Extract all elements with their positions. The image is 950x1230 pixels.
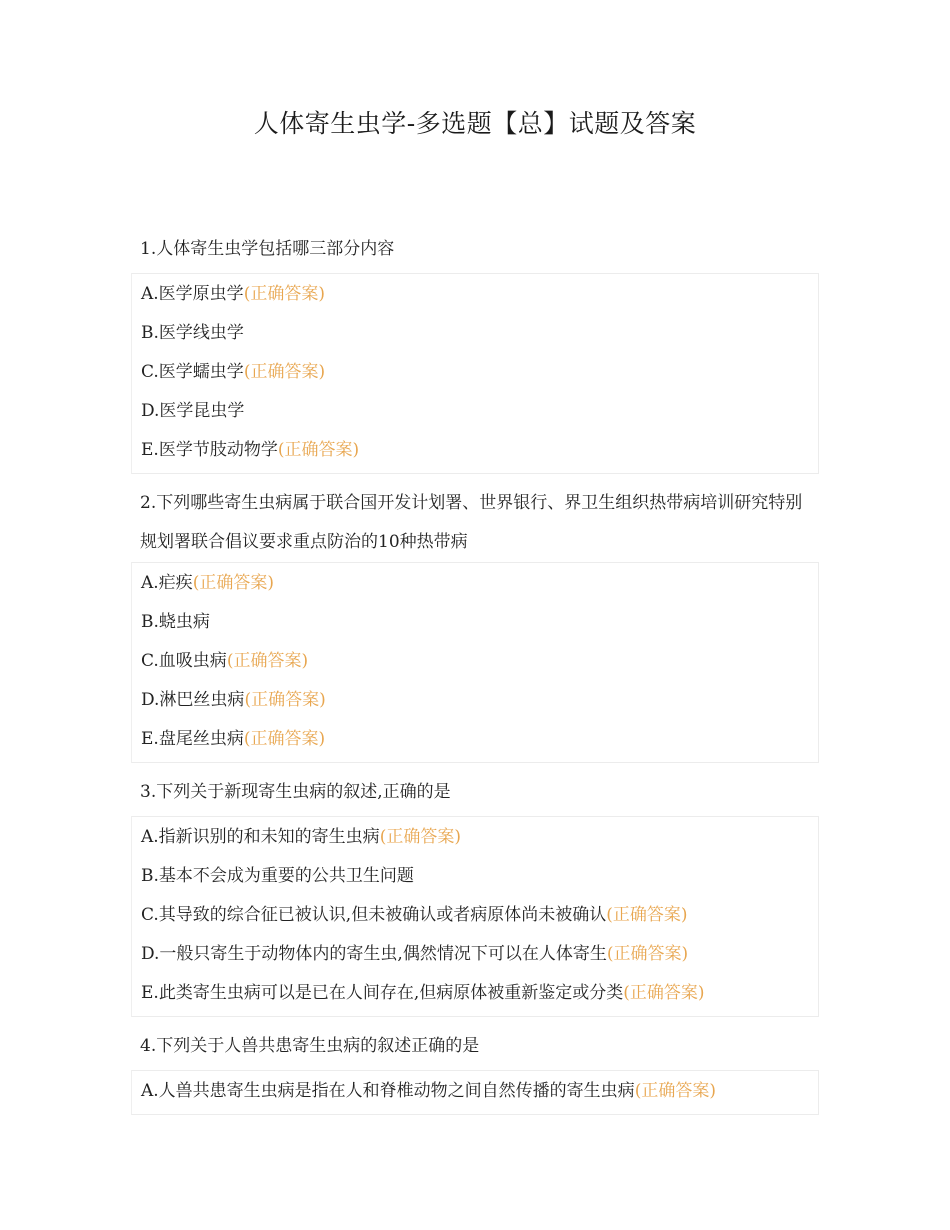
option-d <box>132 392 818 431</box>
option-label: C.其导致的综合征已被认识,但未被确认或者病原体尚未被确认 <box>141 905 607 925</box>
question-2 <box>131 484 819 763</box>
correct-answer-mark: (正确答案) <box>277 440 360 460</box>
option-label: D.一般只寄生于动物体内的寄生虫,偶然情况下可以在人体寄生 <box>141 944 607 964</box>
question-4 <box>131 1027 819 1115</box>
correct-answer-mark: (正确答案) <box>244 690 326 710</box>
option-label: E.此类寄生虫病可以是已在人间存在,但病原体被重新鉴定或分类 <box>141 983 624 1003</box>
question-text: 4.下列关于人兽共患寄生虫病的叙述正确的是 <box>140 1036 480 1056</box>
correct-answer-mark: (正确答案) <box>226 651 309 671</box>
option-list <box>131 562 819 763</box>
option-a <box>132 1072 818 1111</box>
option-label: A.医学原虫学 <box>141 284 244 304</box>
correct-answer-mark: (正确答案) <box>243 729 326 749</box>
option-label: E.医学节肢动物学 <box>141 440 278 460</box>
option-d <box>132 681 818 720</box>
option-label: A.疟疾 <box>141 573 193 593</box>
correct-answer-mark: (正确答案) <box>606 905 688 925</box>
option-a <box>132 564 818 603</box>
option-b <box>132 314 818 353</box>
question-text: 2.下列哪些寄生虫病属于联合国开发计划署、世界银行、界卫生组织热带病培训研究特别规划署联合倡议要求重点防治的10种热带病 <box>140 493 803 552</box>
option-label: D.医学昆虫学 <box>141 401 245 421</box>
correct-answer-mark: (正确答案) <box>243 362 326 382</box>
option-list <box>131 816 819 1017</box>
question-text: 1.人体寄生虫学包括哪三部分内容 <box>140 239 395 259</box>
correct-answer-mark: (正确答案) <box>379 827 461 847</box>
option-d <box>132 935 818 974</box>
question-text: 3.下列关于新现寄生虫病的叙述,正确的是 <box>140 782 451 802</box>
option-label: B.医学线虫学 <box>141 323 244 343</box>
option-label: C.医学蠕虫学 <box>141 362 244 382</box>
question-list <box>131 230 819 1125</box>
correct-answer-mark: (正确答案) <box>243 284 325 304</box>
option-e <box>132 974 818 1013</box>
option-label: D.淋巴丝虫病 <box>141 690 245 710</box>
option-label: E.盘尾丝虫病 <box>141 729 244 749</box>
correct-answer-mark: (正确答案) <box>623 983 705 1003</box>
option-label: A.指新识别的和未知的寄生虫病 <box>141 827 380 847</box>
option-c <box>132 353 818 392</box>
option-list <box>131 1070 819 1115</box>
document-title: 人体寄生虫学-多选题【总】试题及答案 <box>253 109 697 138</box>
option-e <box>132 431 818 470</box>
option-e <box>132 720 818 759</box>
option-label: A.人兽共患寄生虫病是指在人和脊椎动物之间自然传播的寄生虫病 <box>141 1081 635 1101</box>
option-list <box>131 273 819 474</box>
correct-answer-mark: (正确答案) <box>192 573 274 593</box>
option-c <box>132 642 818 681</box>
correct-answer-mark: (正确答案) <box>606 944 689 964</box>
option-label: C.血吸虫病 <box>141 651 227 671</box>
question-3 <box>131 773 819 1017</box>
option-b <box>132 603 818 642</box>
question-1 <box>131 230 819 474</box>
option-a <box>132 818 818 857</box>
option-label: B.基本不会成为重要的公共卫生问题 <box>141 866 414 886</box>
option-c <box>132 896 818 935</box>
option-a <box>132 275 818 314</box>
option-b <box>132 857 818 896</box>
correct-answer-mark: (正确答案) <box>634 1081 716 1101</box>
option-label: B.蛲虫病 <box>141 612 210 632</box>
